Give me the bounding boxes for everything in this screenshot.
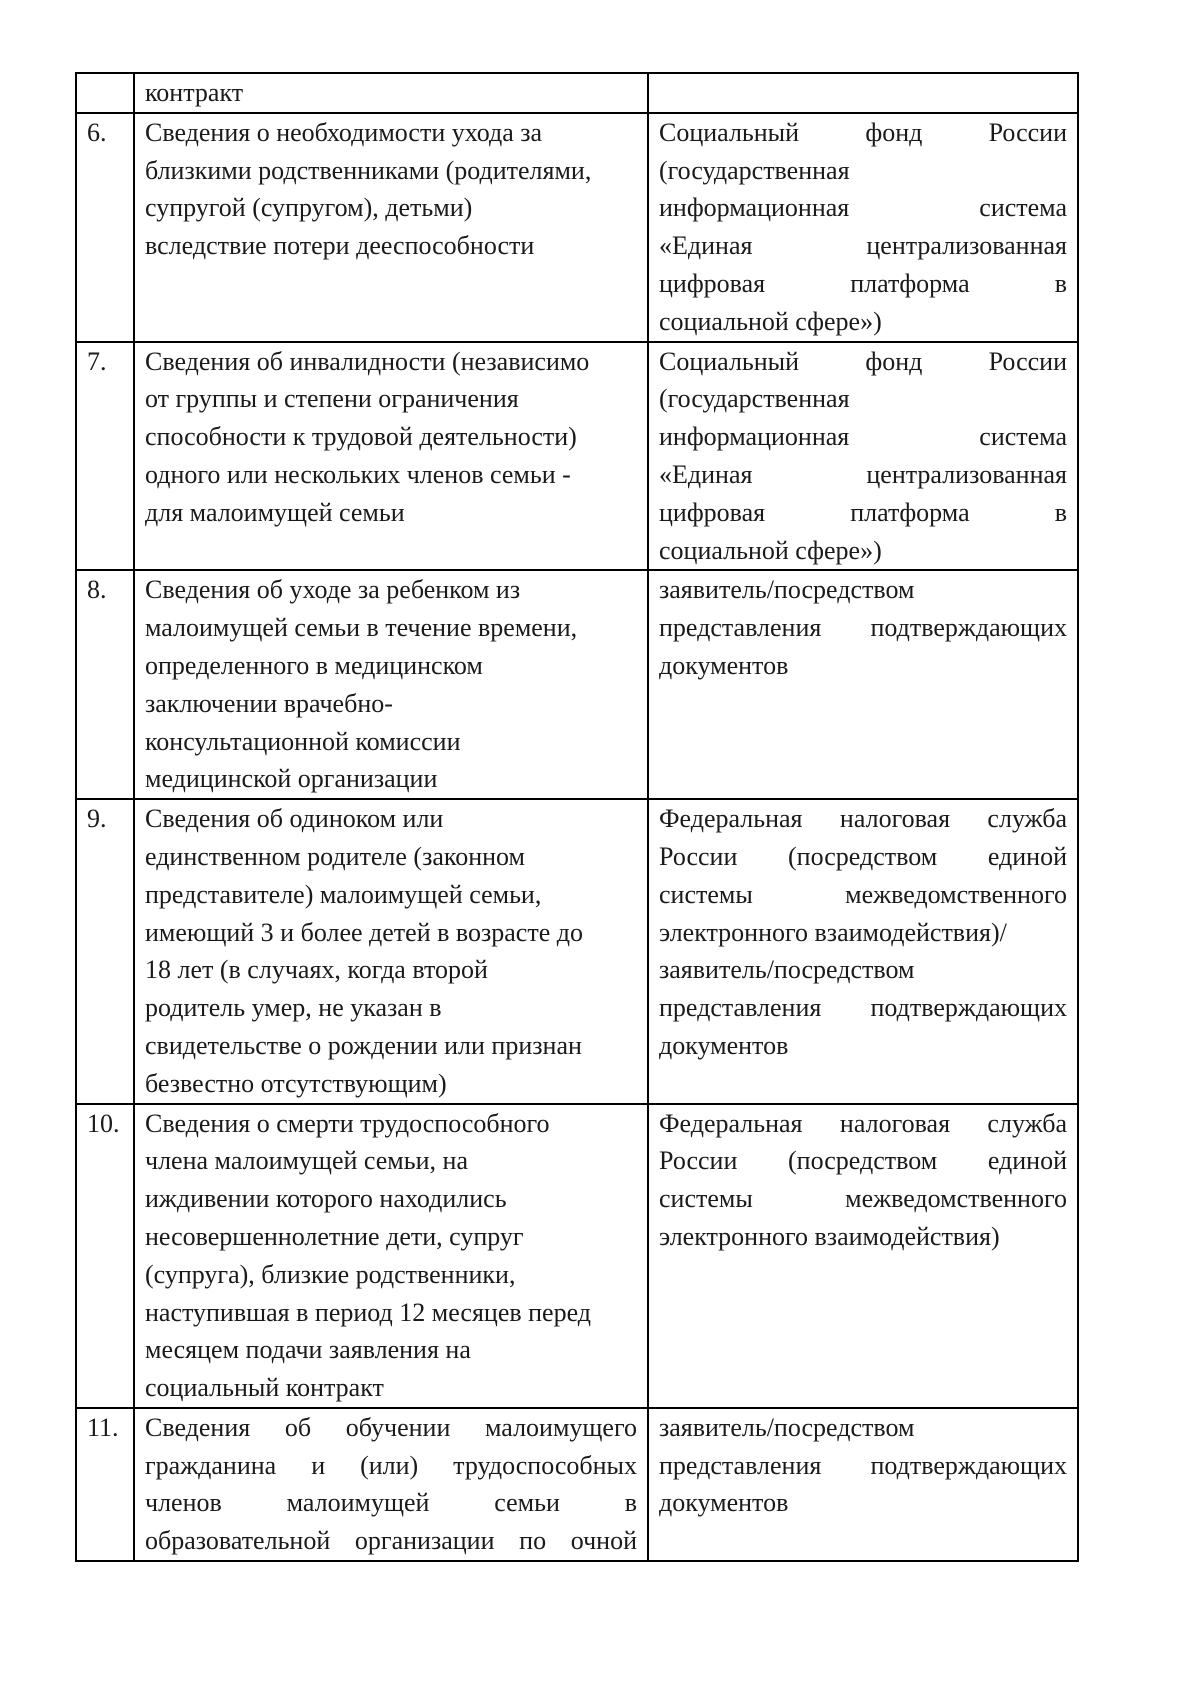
table-row xyxy=(76,1408,1078,1561)
info-line: иждивении которого находились xyxy=(145,1184,507,1214)
source-line: Социальный фонд России xyxy=(659,346,1067,376)
info-line: одного или нескольких членов семьи - xyxy=(145,459,571,489)
source-line: документов xyxy=(659,1488,789,1518)
info-line: супругой (супругом), детьми) xyxy=(145,193,473,223)
info-line: единственном родителе (законном xyxy=(145,841,525,871)
info-cell xyxy=(134,342,648,571)
info-line: безвестно отсутствующим) xyxy=(145,1068,447,1098)
info-line: способности к трудовой деятельности) xyxy=(145,422,577,452)
info-line: консультационной комиссии xyxy=(145,726,461,756)
source-line: (государственная xyxy=(659,384,850,414)
table-row xyxy=(76,113,1078,342)
info-line: вследствие потери дееспособности xyxy=(145,231,535,261)
source-line: представления подтверждающих xyxy=(659,993,1067,1023)
source-line: представления подтверждающих xyxy=(659,1450,1067,1480)
source-line: представления подтверждающих xyxy=(659,613,1067,643)
source-line: заявитель/посредством xyxy=(659,1412,915,1442)
info-line: Сведения об уходе за ребенком из xyxy=(145,575,521,605)
source-cell xyxy=(648,570,1078,799)
source-line: социальной сфере») xyxy=(659,306,882,336)
source-cell xyxy=(648,1104,1078,1408)
info-line: малоимущей семьи в течение времени, xyxy=(145,613,578,643)
table-row xyxy=(76,570,1078,799)
source-line: социальной сфере») xyxy=(659,535,882,565)
source-line: электронного взаимодействия)/ xyxy=(659,917,1007,947)
data-table xyxy=(75,72,1079,1562)
row-number: 9. xyxy=(76,799,134,1103)
source-line: информационная система xyxy=(659,422,1067,452)
table-row xyxy=(76,73,1078,113)
source-line: системы межведомственного xyxy=(659,879,1067,909)
source-line: (государственная xyxy=(659,155,850,185)
info-cell xyxy=(134,570,648,799)
source-line: России (посредством единой xyxy=(659,841,1067,871)
source-line: Федеральная налоговая служба xyxy=(659,1108,1067,1138)
source-cell xyxy=(648,342,1078,571)
info-cell xyxy=(134,113,648,342)
source-line: России (посредством единой xyxy=(659,1146,1067,1176)
source-line: цифровая платформа в xyxy=(659,497,1067,527)
source-line: Социальный фонд России xyxy=(659,117,1067,147)
source-cell xyxy=(648,1408,1078,1561)
info-line: для малоимущей семьи xyxy=(145,497,405,527)
info-line: (супруга), близкие родственники, xyxy=(145,1259,516,1289)
source-line: заявитель/посредством xyxy=(659,575,915,605)
info-line: членов малоимущей семьи в xyxy=(145,1488,637,1518)
info-line: медицинской организации xyxy=(145,764,438,794)
source-line: заявитель/посредством xyxy=(659,955,915,985)
source-line: цифровая платформа в xyxy=(659,268,1067,298)
source-line: электронного взаимодействия) xyxy=(659,1221,1000,1251)
info-line: свидетельстве о рождении или признан xyxy=(145,1030,582,1060)
info-line: имеющий 3 и более детей в возрасте до xyxy=(145,917,583,947)
info-line: гражданина и (или) трудоспособных xyxy=(145,1450,637,1480)
info-line: определенного в медицинском xyxy=(145,650,483,680)
info-cell xyxy=(134,1408,648,1561)
info-line: несовершеннолетние дети, супруг xyxy=(145,1221,524,1251)
source-cell xyxy=(648,799,1078,1103)
info-line: наступившая в период 12 месяцев перед xyxy=(145,1297,592,1327)
table-row xyxy=(76,342,1078,571)
info-line: Сведения об обучении малоимущего xyxy=(145,1412,637,1442)
info-cell xyxy=(134,73,648,113)
info-line: Сведения об одиноком или xyxy=(145,804,444,834)
source-line: системы межведомственного xyxy=(659,1184,1067,1214)
table-body xyxy=(76,73,1078,1561)
info-line: Сведения о необходимости ухода за xyxy=(145,117,543,147)
source-line: документов xyxy=(659,650,789,680)
source-line: информационная система xyxy=(659,193,1067,223)
source-cell xyxy=(648,73,1078,113)
row-number: 8. xyxy=(76,570,134,799)
source-line: «Единая централизованная xyxy=(659,459,1067,489)
info-line: месяцем подачи заявления на xyxy=(145,1335,471,1365)
row-number: 11. xyxy=(76,1408,134,1561)
info-line: Сведения об инвалидности (независимо xyxy=(145,346,590,376)
info-line: Сведения о смерти трудоспособного xyxy=(145,1108,550,1138)
info-line: близкими родственниками (родителями, xyxy=(145,155,592,185)
info-line: от группы и степени ограничения xyxy=(145,384,519,414)
info-line: 18 лет (в случаях, когда второй xyxy=(145,955,488,985)
source-line: Федеральная налоговая служба xyxy=(659,804,1067,834)
info-line: представителе) малоимущей семьи, xyxy=(145,879,542,909)
info-line: социальный контракт xyxy=(145,1373,384,1403)
row-number: 10. xyxy=(76,1104,134,1408)
info-line: образовательной организации по очной xyxy=(145,1526,637,1556)
info-line: члена малоимущей семьи, на xyxy=(145,1146,468,1176)
table-row xyxy=(76,799,1078,1103)
row-number: 6. xyxy=(76,113,134,342)
row-number: 7. xyxy=(76,342,134,571)
row-number xyxy=(76,73,134,113)
info-line: заключении врачебно- xyxy=(145,688,393,718)
source-line: документов xyxy=(659,1030,789,1060)
info-cell xyxy=(134,1104,648,1408)
info-line: контракт xyxy=(145,78,244,107)
info-cell xyxy=(134,799,648,1103)
table-row xyxy=(76,1104,1078,1408)
info-line: родитель умер, не указан в xyxy=(145,993,442,1023)
source-cell xyxy=(648,113,1078,342)
source-line: «Единая централизованная xyxy=(659,231,1067,261)
